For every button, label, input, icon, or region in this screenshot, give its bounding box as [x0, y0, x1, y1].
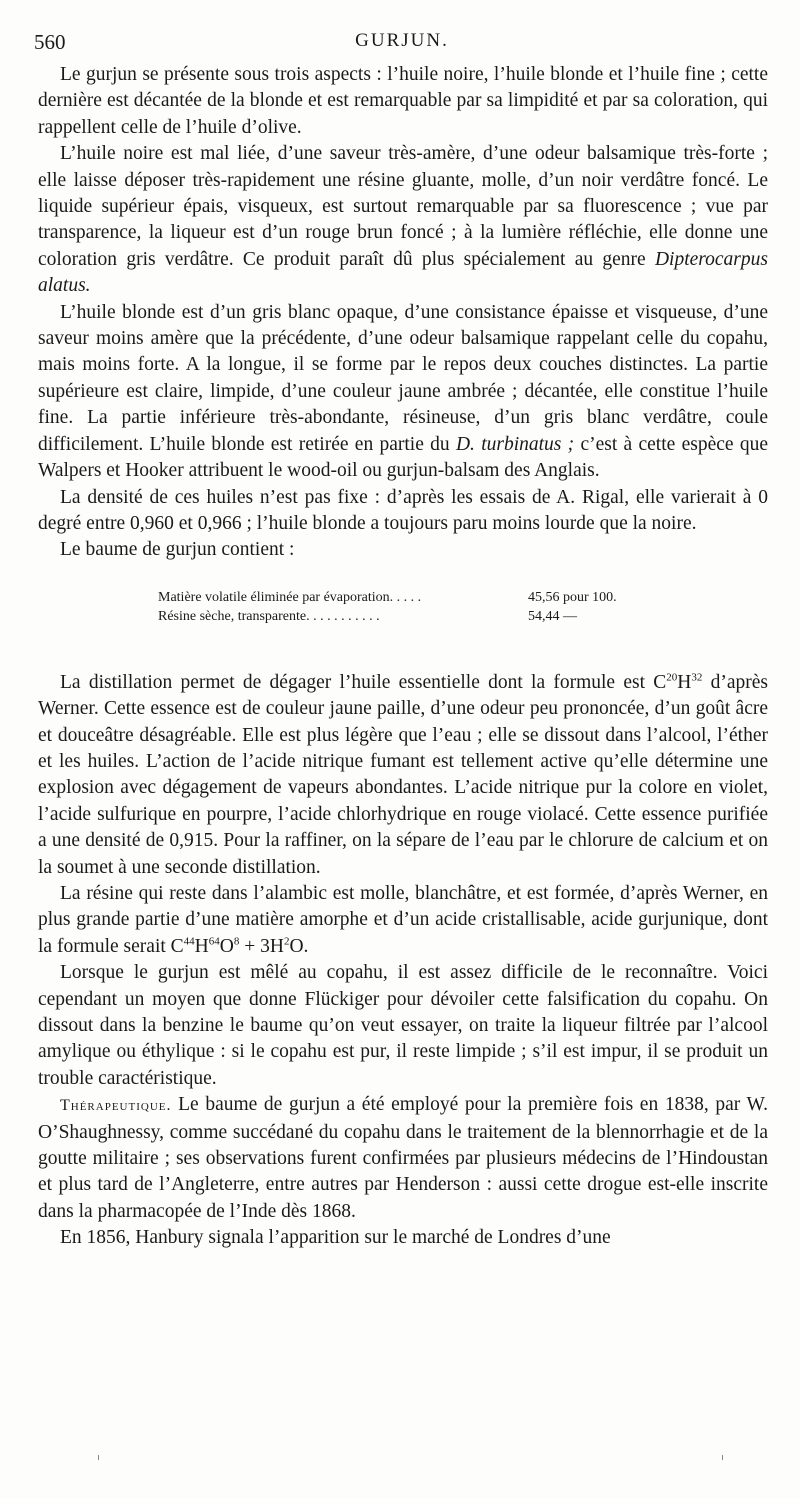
section-heading: Thérapeutique. — [60, 1097, 172, 1115]
species-name-2: D. turbinatus ; — [455, 433, 575, 455]
formula-sup: 64 — [208, 935, 220, 948]
table-cell-value: 54,44 — — [528, 608, 577, 624]
paragraph-9-text: Le baume de gurjun a été employé pour la première fois en 1838, par W. O’Shaughnessy, comme succédané du copahu dans le traitement de la blennorrhagie et de la goutte militaire ; ses observations furent confirmées par plusieurs médecins de l’Hindoustan et plus tard de l’Angleterre, entre autres par Henderson : aussi cette drogue est-elle inscrite dans la pharmacopée de l’Inde dès 1868. — [38, 1094, 768, 1222]
formula-element: O — [219, 935, 234, 957]
margin-tick-left — [98, 1455, 99, 1460]
paragraph-7 — [38, 881, 768, 960]
page-header — [34, 30, 770, 60]
formula-sup: 44 — [183, 935, 195, 948]
paragraph-6-text-c: d’après Werner. Cette essence est de couleur jaune paille, d’une odeur peu prononcée, d’un goût âcre et douceâtre désagréable. Elle est plus légère que l’eau ; elle se dissout dans l’alcool, l’éther et les huiles. L’action de l’acide nitrique fumant est tellement active qu’elle détermine une explosion avec dégagement de vapeurs abondantes. L’acide nitrique pur la colore en violet, l’acide sulfurique en pourpre, l’acide chlorhydrique en rouge violacé. Cette essence purifiée a une densité de 0,915. Pour la raffiner, on la sépare de l’eau par le chlorure de calcium et on la soumet à une seconde distillation. — [38, 671, 768, 878]
table-cell-value: 45,56 pour 100. — [528, 589, 617, 605]
paragraph-3 — [38, 300, 768, 485]
formula-element: O. — [289, 935, 309, 957]
table-cell-label: Matière volatile éliminée par évaporation. . . . . — [158, 589, 422, 605]
table-row — [158, 588, 658, 607]
species-name: Dipterocarpus alatus. — [38, 248, 768, 297]
paragraph-9 — [38, 1092, 768, 1225]
formula-element: H — [677, 671, 692, 693]
paragraph-5: Le baume de gurjun contient : — [60, 539, 295, 561]
paragraph-6 — [38, 670, 768, 881]
paragraph-3-text-a: L’huile blonde est d’un gris blanc opaque, d’une consistance épaisse et visqueuse, d’une saveur moins amère que la précédente, d’une odeur balsamique rappelant celle du copahu, mais moins forte. A la longue, il se forme par le repos deux couches distinctes. La partie supérieure est claire, limpide, d’une couleur jaune ambrée ; décantée, elle constitue l’huile fine. La partie inférieure très-abondante, résineuse, d’un gris blanc verdâtre, coule difficilement. L’huile blonde est retirée en partie du — [38, 301, 768, 455]
table-row — [158, 607, 658, 626]
paragraph-2 — [38, 141, 768, 299]
paragraph-1: Le gurjun se présente sous trois aspects : l’huile noire, l’huile blonde et l’huile fine ; cette dernière est décantée de la blonde et est remarquable par sa limpidité et par sa coloration, qui rappellent celle de l’huile d’olive. — [38, 64, 768, 138]
paragraph-8: Lorsque le gurjun est mêlé au copahu, il est assez difficile de le reconnaître. Voici cependant un moyen que donne Flückiger pour dévoiler cette falsification du copahu. On dissout dans la benzine le baume qu’on veut essayer, on traite la liqueur filtrée par l’alcool amylique ou éthylique : si le copahu est pur, il reste limpide ; s’il est impur, il se produit un trouble caractéristique. — [38, 962, 768, 1089]
paragraph-10: En 1856, Hanbury signala l’apparition sur le marché de Londres d’une — [60, 1227, 611, 1249]
table-cell-label: Résine sèche, transparente. . . . . . . . . . . — [158, 608, 380, 624]
paragraph-3-text-b: c’est à cette espèce que Walpers et Hooker attribuent le wood-oil ou gurjun-balsam des Anglais. — [38, 433, 768, 482]
paragraph-2-text: L’huile noire est mal liée, d’une saveur très-amère, d’une odeur balsamique très-forte ; elle laisse déposer très-rapidement une résine gluante, molle, d’un noir verdâtre foncé. Le liquide supérieur épais, visqueux, est surtout remarquable par sa fluorescence ; vue par transparence, la liqueur est d’un rouge brun foncé ; à la lumière réfléchie, elle donne une coloration gris verdâtre. Ce produit paraît dû plus spécialement au genre — [38, 143, 768, 270]
formula-sup: 32 — [691, 671, 703, 684]
composition-table — [158, 588, 658, 626]
body-text — [38, 62, 768, 1252]
formula-sup: 2 — [283, 935, 290, 948]
running-head: GURJUN. — [355, 30, 449, 51]
formula-element: H — [194, 935, 209, 957]
page-number: 560 — [34, 30, 66, 54]
formula-sup: 8 — [233, 935, 240, 948]
margin-tick-right — [722, 1455, 723, 1460]
paragraph-7-text-a: La résine qui reste dans l’alambic est molle, blanchâtre, et est formée, d’après Werner, en plus grande partie d’une matière amorphe et d’un acide cristallisable, acide gurjunique, dont la formule serait C — [38, 882, 768, 957]
formula-element: + 3H — [239, 935, 284, 957]
paragraph-4: La densité de ces huiles n’est pas fixe : d’après les essais de A. Rigal, elle varierait à 0 degré entre 0,960 et 0,966 ; l’huile blonde a toujours paru moins lourde que la noire. — [38, 486, 768, 534]
formula-sup: 20 — [666, 671, 678, 684]
paragraph-6-text-a: La distillation permet de dégager l’huile essentielle dont la formule est C — [60, 671, 667, 693]
